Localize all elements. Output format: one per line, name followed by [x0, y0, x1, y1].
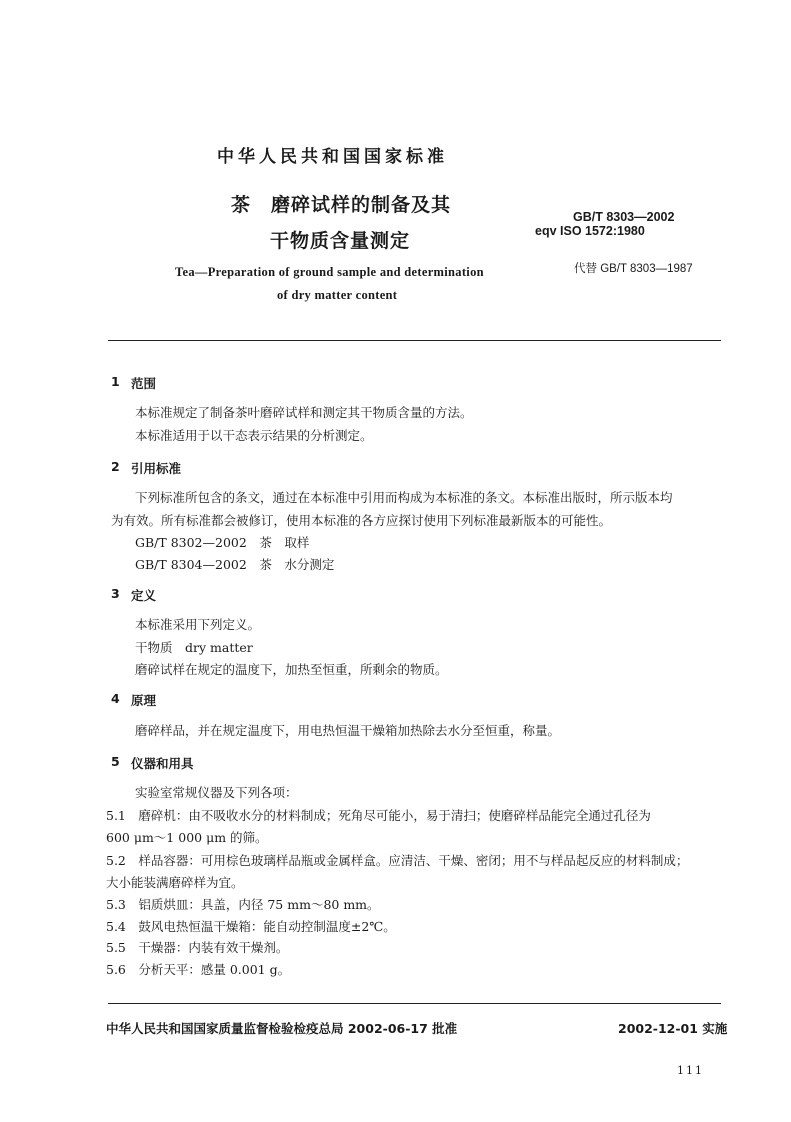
section-4-paragraph: 磨碎样品，并在规定温度下，用电热恒温干燥箱加热除去水分至恒重，称量。	[135, 723, 561, 738]
section-2-title: 引用标准	[131, 461, 182, 476]
english-title-line-2: of dry matter content	[277, 288, 398, 302]
section-5-number: 5	[111, 754, 120, 769]
section-1-paragraph-1: 本标准规定了制备茶叶磨碎试样和测定其干物质含量的方法。	[135, 405, 473, 420]
item-5-2-line-2: 大小能装满磨碎样为宜。	[106, 875, 244, 890]
definition-term: 干物质 dry matter	[135, 640, 253, 655]
section-2-number: 2	[111, 459, 120, 474]
page-number: 111	[677, 1064, 704, 1077]
standard-code: GB/T 8303—2002	[573, 210, 675, 224]
section-1-title: 范围	[131, 376, 157, 391]
section-5-intro: 实验室常规仪器及下列各项：	[135, 785, 298, 800]
section-1-number: 1	[111, 374, 120, 389]
definition-text: 磨碎试样在规定的温度下，加热至恒重，所剩余的物质。	[135, 662, 448, 677]
section-5-title: 仪器和用具	[131, 756, 194, 771]
section-2-paragraph-line-2: 为有效。所有标准都会被修订，使用本标准的各方应探讨使用下列标准最新版本的可能性。	[111, 513, 612, 528]
item-5-6: 5.6 分析天平：感量 0.001 g。	[106, 962, 291, 977]
item-5-2-line-1: 5.2 样品容器：可用棕色玻璃样品瓶或金属样盒。应清洁、干燥、密闭；用不与样品起反应的材料制成；	[106, 853, 689, 868]
header-rule	[108, 340, 721, 341]
replaces-standard: 代替 GB/T 8303—1987	[574, 263, 693, 275]
section-3-title: 定义	[131, 588, 157, 603]
national-standard-heading: 中华人民共和国国家标准	[217, 147, 448, 167]
approval-statement: 中华人民共和国国家质量监督检验检疫总局 2002-06-17 批准	[106, 1021, 458, 1036]
section-3-number: 3	[111, 586, 120, 601]
title-line-2: 干物质含量测定	[270, 230, 411, 252]
section-3-paragraph: 本标准采用下列定义。	[135, 617, 261, 632]
equivalent-standard: eqv ISO 1572:1980	[535, 224, 645, 238]
english-title-line-1: Tea—Preparation of ground sample and determination	[175, 265, 484, 279]
reference-standard-2: GB/T 8304—2002 茶 水分测定	[135, 557, 335, 572]
item-5-3: 5.3 铝质烘皿：具盖，内径 75 mm～80 mm。	[106, 897, 380, 912]
title-line-1: 茶 磨碎试样的制备及其	[231, 194, 452, 216]
item-5-4: 5.4 鼓风电热恒温干燥箱：能自动控制温度±2℃。	[106, 919, 396, 934]
section-4-title: 原理	[131, 693, 157, 708]
section-2-paragraph-line-1: 下列标准所包含的条文，通过在本标准中引用而构成为本标准的条文。本标准出版时，所示版本均	[135, 490, 673, 505]
item-5-1-line-1: 5.1 磨碎机：由不吸收水分的材料制成；死角尽可能小，易于清扫；使磨碎样品能完全通过孔径为	[106, 808, 651, 823]
reference-standard-1: GB/T 8302—2002 茶 取样	[135, 535, 310, 550]
implementation-date: 2002-12-01 实施	[618, 1021, 728, 1036]
section-1-paragraph-2: 本标准适用于以干态表示结果的分析测定。	[135, 428, 373, 443]
item-5-5: 5.5 干燥器：内装有效干燥剂。	[106, 940, 289, 955]
section-4-number: 4	[111, 691, 120, 706]
item-5-1-line-2: 600 μm～1 000 μm 的筛。	[106, 830, 268, 845]
footer-rule	[108, 1003, 721, 1004]
